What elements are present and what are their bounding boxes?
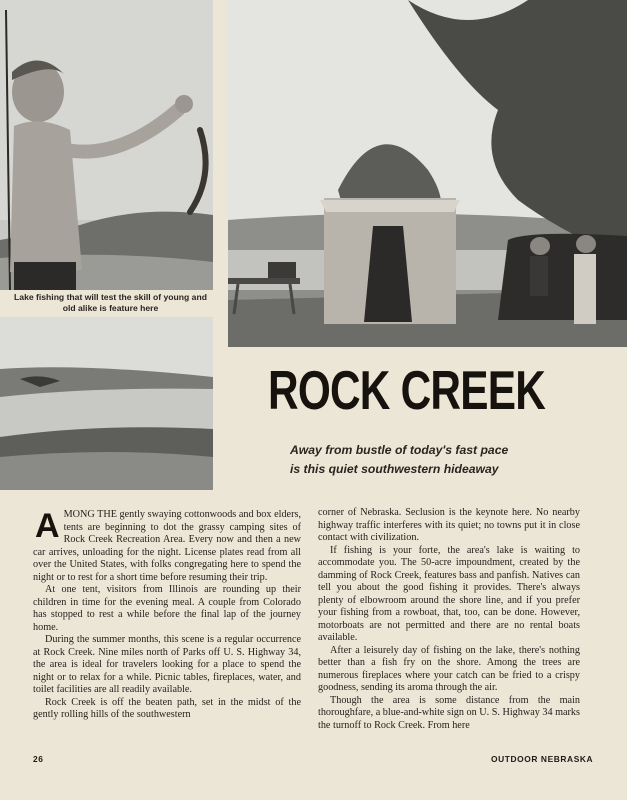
paragraph — [33, 509, 301, 584]
paragraph: During the summer months, this scene is a regular occurrence at Rock Creek. Nine miles north of Parks off U. S. Highway 34, the area is ideal for travelers looking for a place to spend the night or to relax for a while. Picnic tables, fireplaces, water, and toilet facilities are all readily available. — [33, 634, 301, 695]
article-column-right — [318, 507, 580, 732]
magazine-name: OUTDOOR NEBRASKA — [491, 754, 594, 764]
paragraph: After a leisurely day of fishing on the lake, there's nothing better than a fish fry on the shore. Among the trees are numerous fireplaces where your catch can be fried to a crispy goodness, sending its aroma through the air. — [318, 644, 580, 693]
deck-line-2: is this quiet southwestern hideaway — [290, 462, 499, 476]
photo-caption: Lake fishing that will test the skill of young and old alike is feature here — [14, 292, 207, 313]
paragraph: Though the area is some distance from the main thoroughfare, a blue-and-white sign on U. S. Highway 34 marks the turnoff to Rock Creek. From here — [318, 694, 580, 731]
article-headline: ROCK CREEK — [268, 359, 546, 421]
drop-cap: A — [35, 507, 60, 545]
boy-with-fish-photo — [0, 0, 213, 290]
paragraph: At one tent, visitors from Illinois are rounding up their children in time for the evening meal. A couple from Colorado has stopped to rest a while before the final lap of the journey home. — [33, 584, 301, 633]
deck-line-1: Away from bustle of today's fast pace — [290, 443, 509, 457]
article-deck — [290, 441, 590, 479]
article-column-left — [33, 509, 301, 722]
paragraph: If fishing is your forte, the area's lake is waiting to accommodate you. The 50-acre impoundment, created by the damming of Rock Creek, features bass and panfish. Natives can tell you about the good fishing it provides. There's always plenty of elbowroom around the shore line, and if you prefer your fishing from a rowboat, that, too, can be done. However, motorboats are not permitted and there are no rental boats available. — [318, 544, 580, 643]
paragraph: Rock Creek is off the beaten path, set in the midst of the gently rolling hills of the southwestern — [33, 696, 301, 720]
lake-landscape-photo — [0, 317, 213, 490]
paragraph-text: MONG THE gently swaying cottonwoods and box elders, tents are beginning to dot the grassy camping sites of Rock Creek Recreation Area. Every now and then a new car arrives, unloading for the night. License plates read from all over the United States, with folks congregating here to spend the night or to rest for a short time before resuming their trip. — [33, 509, 301, 583]
tent-campsite-photo — [228, 0, 627, 347]
page-number: 26 — [33, 754, 44, 764]
paragraph: corner of Nebraska. Seclusion is the keynote here. No nearby highway traffic interferes with its quiet; no towns put it in close contact with civilization. — [318, 507, 580, 543]
